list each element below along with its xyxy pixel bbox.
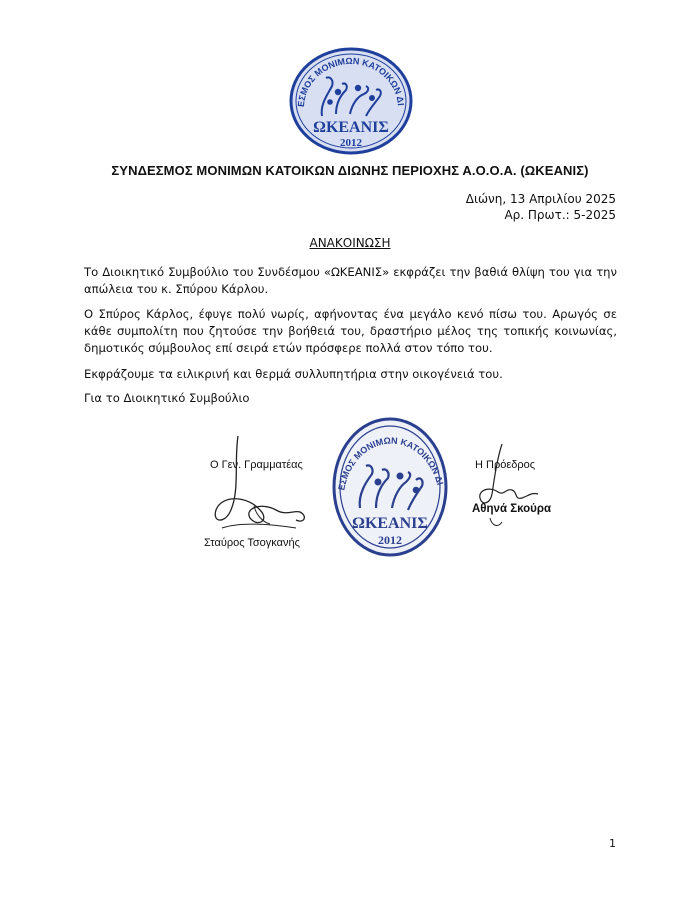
secretary-name: Σταύρος Τσογκανής <box>204 537 300 549</box>
logo-ring-text: ΕΣΜΟΣ ΜΟΝΙΜΩΝ ΚΑΤΟΙΚΩΝ ΔΙ <box>295 55 406 108</box>
secretary-role: Ο Γεν. Γραμματέας <box>210 459 303 471</box>
president-signature-icon <box>472 442 572 532</box>
announcement-heading: ΑΝΑΚΟΙΝΩΣΗ <box>309 236 391 250</box>
logo-year: 2012 <box>340 137 362 149</box>
stamp-seal-icon <box>330 412 450 562</box>
organization-logo <box>286 46 416 156</box>
paragraph-signoff: Για το Διοικητικό Συμβούλιο <box>84 391 250 405</box>
document-meta <box>466 191 616 223</box>
place-date: Διώνη, 13 Απριλίου 2025 <box>465 192 616 206</box>
seal-year: 2012 <box>378 533 402 547</box>
signature-block <box>190 412 580 572</box>
paragraph-tribute: Ο Σπύρος Κάρλος, έφυγε πολύ νωρίς, αφήνοντας ένα μεγάλο κενό πίσω του. Αρωγός σε κάθε συμπολίτη που ζητούσε την βοήθειά του, δραστήριο μέλος της τοπικής κοινωνίας, δημοτικός σύμβουλος επί σειρά ετών πρόσφερε πολλά στον τόπο του. <box>84 307 617 355</box>
president-name: Αθηνά Σκούρα <box>472 503 552 515</box>
logo-name: ΩΚΕΑΝΙΣ <box>313 119 389 136</box>
seal-name: ΩΚΕΑΝΙΣ <box>352 515 428 532</box>
organization-title: ΣΥΝΔΕΣΜΟΣ ΜΟΝΙΜΩΝ ΚΑΤΟΙΚΩΝ ΔΙΩΝΗΣ ΠΕΡΙΟΧΗΣ Α.Ο.Ο.Α. (ΩΚΕΑΝΙΣ) <box>111 163 589 178</box>
president-role: Η Πρόεδρος <box>475 459 536 471</box>
sea-creature-emblem-icon <box>286 46 416 156</box>
paragraph-sympathies: Εκφράζουμε τα ειλικρινή και θερμά συλλυπητήρια στην οικογένειά του. <box>84 367 503 381</box>
page-number: 1 <box>609 837 616 850</box>
official-seal <box>330 412 450 562</box>
secretary-signature-icon <box>200 432 320 542</box>
protocol-number: Αρ. Πρωτ.: 5-2025 <box>504 208 616 222</box>
seal-ring-text: ΕΣΜΟΣ ΜΟΝΙΜΩΝ ΚΑΤΟΙΚΩΝ ΔΙ <box>336 435 446 492</box>
paragraph-condolence-intro: Το Διοικητικό Συμβούλιο του Συνδέσμου «ΩΚΕΑΝΙΣ» εκφράζει την βαθιά θλίψη του για την απώλεια του κ. Σπύρου Κάρλου. <box>84 265 617 296</box>
